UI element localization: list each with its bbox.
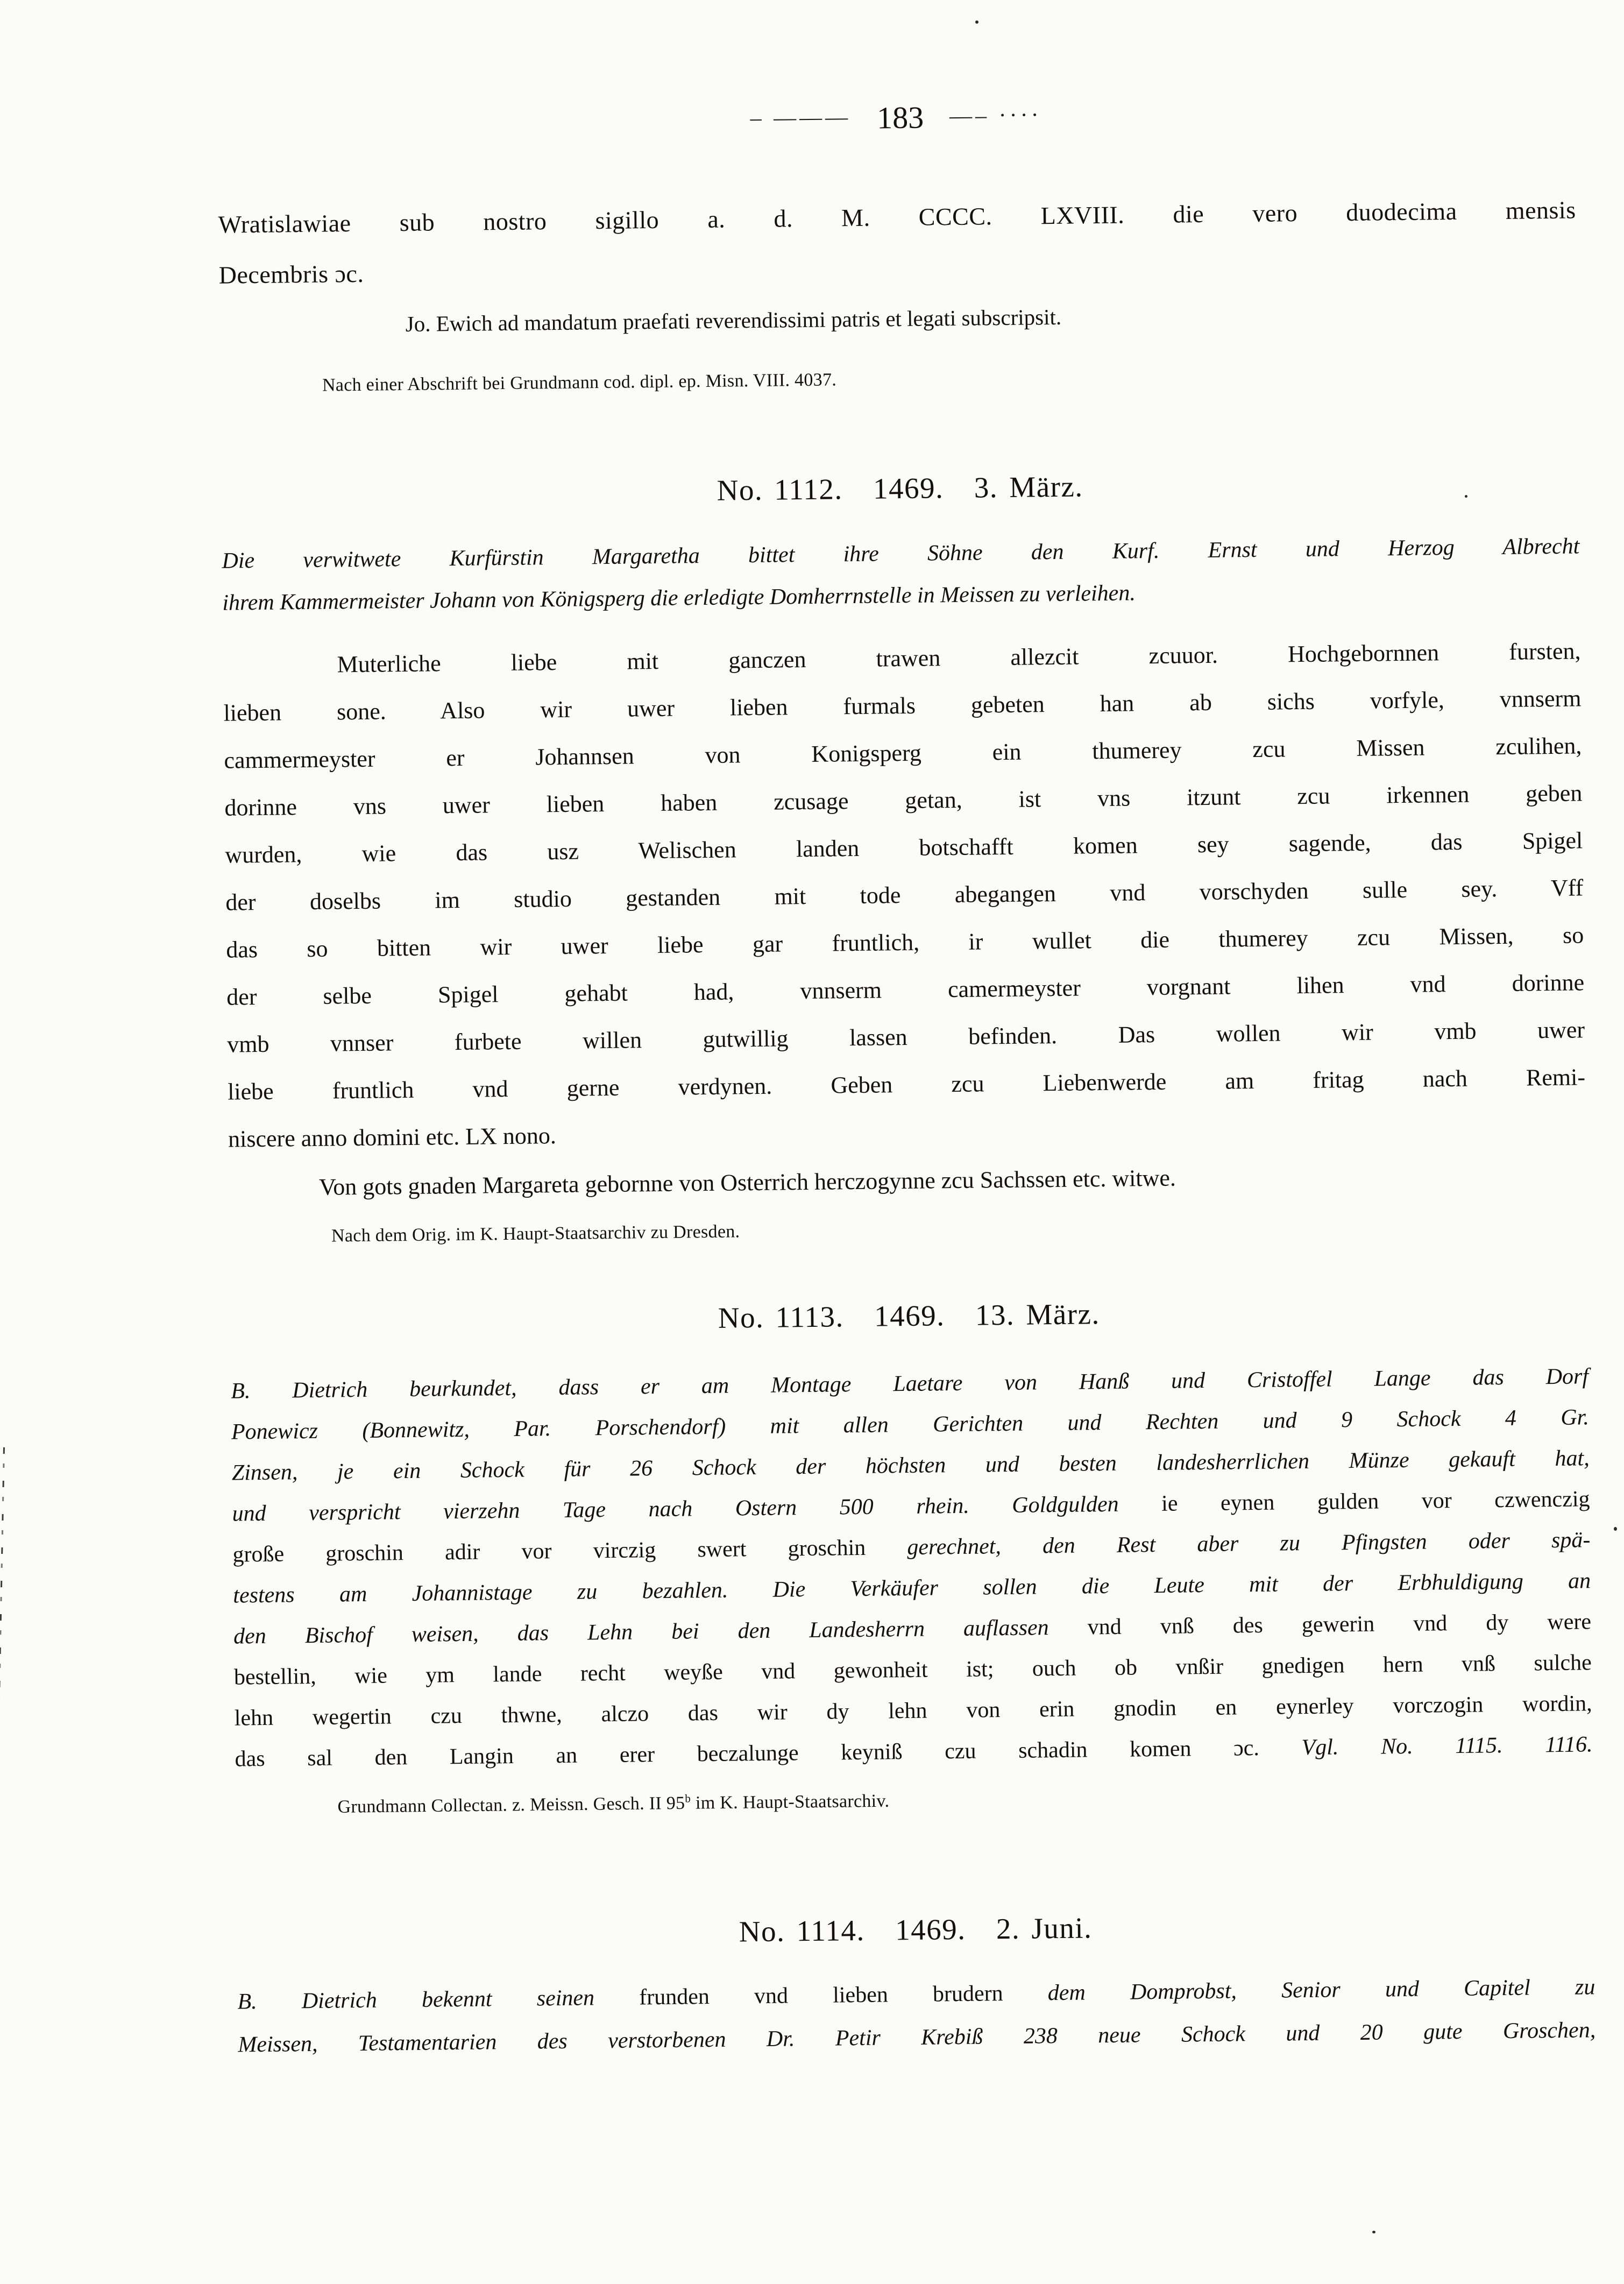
text-line: B. Dietrich bekennt seinen frunden vnd lieben brudern dem Domprobst, Senior und Capitel zu — [237, 1975, 1595, 2014]
text-line: Zinsen, je ein Schock für 26 Schock der höchsten und besten landesherrlichen Münze gekauft hat, — [231, 1446, 1590, 1486]
text-line: den Bischof weisen, das Lehn bei den Landesherrn auflassen vnd vnß des gewerin vnd dy were — [233, 1609, 1592, 1649]
text-line: Decembris ɔc. — [218, 259, 364, 289]
scan-binding-artifact — [0, 1447, 5, 2281]
scan-speck — [1614, 1527, 1617, 1531]
text-line: Wratislawiae sub nostro sigillo a. d. M. CCCC. LXVIII. die vero duodecima mensis — [218, 196, 1576, 238]
entry-1113-body — [231, 1356, 1593, 1779]
source-note-1112: Nach dem Orig. im K. Haupt-Staatsarchiv zu Dresden. — [331, 1221, 740, 1246]
page-header — [217, 92, 1575, 142]
text-line: lehn wegertin czu thwne, alczo das wir dy lehn von erin gnodin en eynerley vorczogin wordin, — [234, 1691, 1592, 1731]
text-line: B. Dietrich beurkundet, dass er am Montage Laetare von Hanß und Cristoffel Lange das Dorf — [230, 1364, 1589, 1404]
entry-1112-summary — [222, 525, 1580, 624]
entry-1114-body — [237, 1966, 1596, 2067]
text-line: Muterliche liebe mit ganczen trawen allezcit zcuuor. Hochgebornnen fursten, — [337, 638, 1581, 678]
text-line: Ponewicz (Bonnewitz, Par. Porschendorf) mit allen Gerichten und Rechten und 9 Schock 4 Gr. — [231, 1405, 1590, 1445]
scan-speck — [1372, 2231, 1375, 2233]
page-number: 183 — [876, 100, 924, 136]
subscription-line: Jo. Ewich ad mandatum praefati reverendissimi patris et legati subscripsit. — [405, 304, 1062, 336]
text-line: bestellin, wie ym lande recht weyße vnd gewonheit ist; ouch ob vnßir gnedigen hern vnß sulche — [233, 1650, 1592, 1690]
entry-1113-heading: No. 1113. 1469. 13. März. — [718, 1297, 1101, 1334]
text-line: der selbe Spigel gehabt had, vnnserm camermeyster vorgnant lihen vnd dorinne — [226, 969, 1585, 1010]
text-line: wurden, wie das usz Welischen landen botschafft komen sey sagende, das Spigel — [225, 827, 1583, 868]
text-line: große groschin adir vor virczig swert groschin gerechnet, den Rest aber zu Pfingsten oder spä- — [232, 1528, 1591, 1567]
entry-1112-heading: No. 1112. 1469. 3. März. — [717, 470, 1083, 507]
text-line: liebe fruntlich vnd gerne verdynen. Geben zcu Liebenwerde am fritag nach Remi- — [227, 1064, 1586, 1105]
text-line: testens am Johannistage zu bezahlen. Die Verkäufer sollen die Leute mit der Erbhuldigung an — [233, 1568, 1591, 1608]
text-line: das so bitten wir uwer liebe gar fruntlich, ir wullet die thumerey zcu Missen, so — [226, 922, 1584, 963]
text-line: und verspricht vierzehn Tage nach Ostern 500 rhein. Goldgulden ie eynen gulden vor czwenczig — [232, 1487, 1590, 1526]
page-number-dash-right: —– ···· — [949, 103, 1042, 129]
text-line: ihrem Kammermeister Johann von Königsperg die erledigte Domherrnstelle in Meissen zu verleihen. — [222, 581, 1136, 616]
text-line: Meissen, Testamentarien des verstorbenen Dr. Petir Krebiß 238 neue Schock und 20 gute Groschen, — [238, 2018, 1596, 2057]
text-line: lieben sone. Also wir uwer lieben furmals gebeten han ab sichs vorfyle, vnnserm — [223, 685, 1582, 726]
page-number-dash-left: – ——— — [750, 105, 852, 131]
text-line: cammermeyster er Johannsen von Konigsperg ein thumerey zcu Missen zculihen, — [224, 732, 1582, 774]
text-line: das sal den Langin an erer beczalunge keyniß czu schadin komen ɔc. Vgl. No. 1115. 1116. — [235, 1732, 1593, 1772]
page-content — [216, 0, 1595, 2067]
source-note-continuation: Nach einer Abschrift bei Grundmann cod. dipl. ep. Misn. VIII. 4037. — [322, 370, 837, 395]
text-line: der doselbs im studio gestanden mit tode abegangen vnd vorschyden sulle sey. Vff — [225, 874, 1584, 916]
text-line: Die verwitwete Kurfürstin Margaretha bittet ihre Söhne den Kurf. Ernst und Herzog Albrecht — [222, 534, 1580, 574]
entry-1112-signature: Von gots gnaden Margareta gebornne von Osterrich herczogynne zcu Sachssen etc. witwe. — [318, 1164, 1176, 1200]
text-line: dorinne vns uwer lieben haben zcusage getan, ist vns itzunt zcu irkennen geben — [224, 780, 1583, 821]
scan-speck — [975, 20, 978, 24]
entry-1114-heading: No. 1114. 1469. 2. Juni. — [739, 1911, 1093, 1948]
text-line: niscere anno domini etc. LX nono. — [228, 1122, 557, 1152]
source-note-1113 — [235, 1776, 1593, 1821]
entry-1112-body — [223, 627, 1586, 1163]
text-line: vmb vnnser furbete willen gutwillig lassen befinden. Das wollen wir vmb uwer — [226, 1016, 1585, 1058]
scan-speck — [1465, 495, 1467, 498]
text-line: Grundmann Collectan. z. Meissn. Gesch. II 95$^b$ im K. Haupt-Staatsarchiv. — [337, 1791, 890, 1817]
continuation-paragraph — [218, 185, 1577, 300]
